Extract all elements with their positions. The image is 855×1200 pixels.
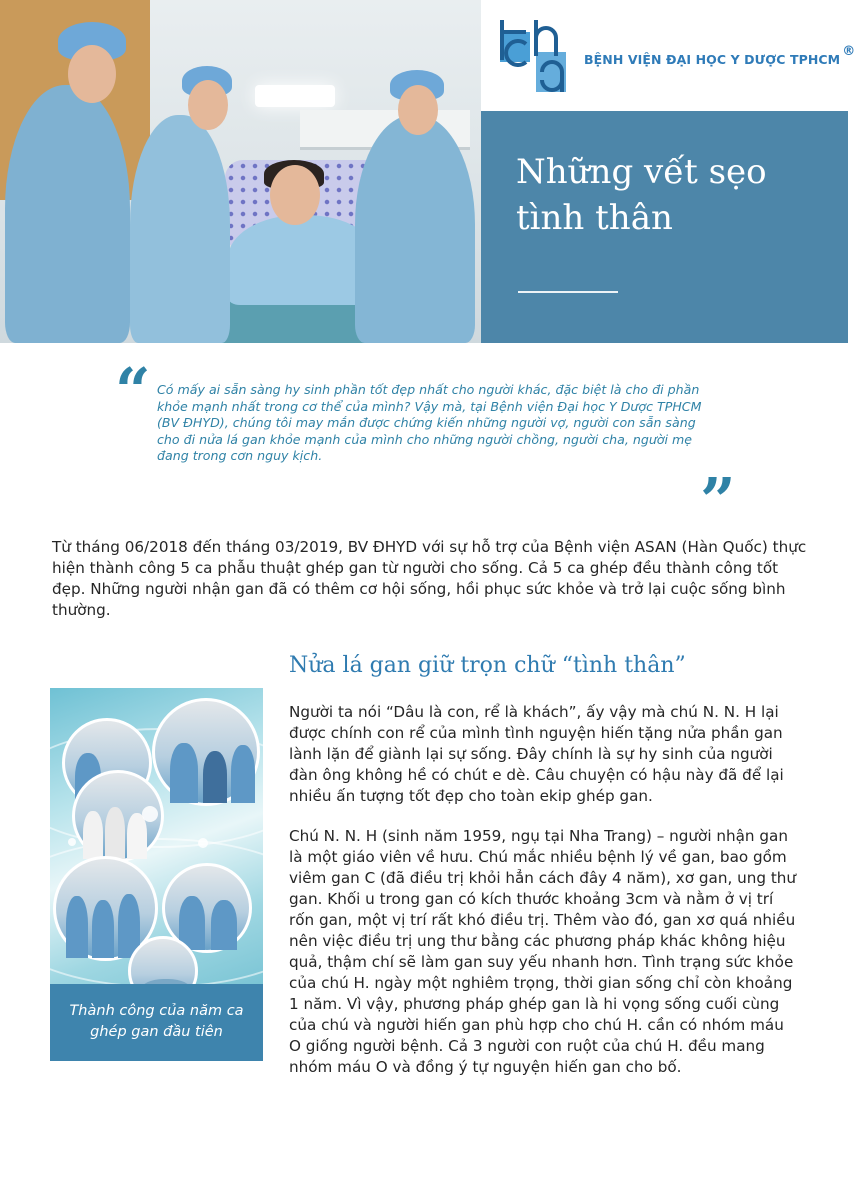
title-divider: [518, 291, 618, 293]
hospital-logo-icon: [496, 16, 576, 96]
photo-doctor-left: [5, 85, 130, 343]
decorative-bubble: [68, 838, 76, 846]
pull-quote: Có mấy ai sẵn sàng hy sinh phần tốt đẹp nhất cho người khác, đặc biệt là cho đi phần khỏe mạnh nhất trong cơ thể của mình? Vậy mà, tại Bệnh viện Đại học Y Dược TPHCM (BV ĐHYD), chúng tôi may mắn được chứng kiến những người vợ, người con sẵn sàng cho đi nửa lá gan khỏe mạnh của mình cho những người chồng, người cha, người mẹ đang trong cơn nguy kịch.: [157, 382, 702, 463]
photo-ceiling-light: [255, 85, 335, 107]
photo-face: [270, 165, 320, 225]
title-panel: [481, 111, 848, 343]
body-paragraph-2: Chú N. N. H (sinh năm 1959, ngụ tại Nha Trang) – người nhận gan là một giáo viên về hưu. Chú mắc nhiều bệnh lý về gan, bao gồm viêm gan C (đã điều trị khỏi hẳn cách đây 4 năm), xơ gan, ung thư gan. Khối u trong gan có kích thước khoảng 3cm và nằm ở vị trí rốn gan, một vị trí rất khó điều trị. Thêm vào đó, gan xơ quá nhiều nên việc điều trị ung thư bằng các phương pháp khác không hiệu quả, thậm chí sẽ làm gan suy yếu nhanh hơn. Tình trạng sức khỏe của chú H. ngày một nghiêm trọng, thời gian sống chỉ còn khoảng 1 năm. Vì vậy, phương pháp ghép gan là hi vọng sống cuối cùng của chú và người hiến gan phù hợp cho chú H. cần có nhóm máu O giống người bệnh. Cả 3 người con ruột của chú H. đều mang nhóm máu O và đồng ý tự nguyện hiến gan cho bố.: [289, 827, 797, 1076]
photo-nurse-right: [355, 115, 475, 343]
logo-area: [481, 0, 855, 111]
body-paragraph-1: Người ta nói “Dâu là con, rể là khách”, ấy vậy mà chú N. N. H lại được chính con rể của mình tình nguyện hiến tặng nửa phần gan lành lặn để giành lại sự sống. Đây chính là sự hy sinh của người đàn ông không hề có chút e dè. Câu chuyện có hậu này đã để lại nhiều ấn tượng tốt đẹp cho toàn ekip ghép gan.: [289, 703, 784, 805]
collage-photo-patient-room: [152, 698, 260, 806]
page-title: Những vết sẹo tình thân: [516, 152, 767, 238]
decorative-bubble: [198, 838, 208, 848]
section-heading: Nửa lá gan giữ trọn chữ “tình thân”: [289, 653, 686, 678]
collage-caption: Thành công của năm ca ghép gan đầu tiên: [50, 984, 263, 1061]
photo-nurse-left: [130, 115, 230, 343]
open-quote-icon: “: [115, 354, 151, 427]
intro-paragraph: Từ tháng 06/2018 đến tháng 03/2019, BV ĐHYD với sự hỗ trợ của Bệnh viện ASAN (Hàn Quốc) thực hiện thành công 5 ca phẫu thuật ghép gan từ người cho sống. Cả 5 ca ghép đều thành công tốt đẹp. Những người nhận gan đã có thêm cơ hội sống, hồi phục sức khỏe và trở lại cuộc sống bình thường.: [52, 538, 807, 619]
hero-photo: [0, 0, 481, 343]
registered-mark: ®: [842, 44, 855, 59]
photo-collage: [50, 688, 263, 1061]
hospital-name: BỆNH VIỆN ĐẠI HỌC Y DƯỢC TPHCM®: [584, 44, 855, 68]
photo-face: [68, 45, 116, 103]
decorative-bubble: [142, 806, 158, 822]
photo-face: [398, 85, 438, 135]
close-quote-icon: ”: [700, 464, 736, 537]
photo-face: [188, 80, 228, 130]
